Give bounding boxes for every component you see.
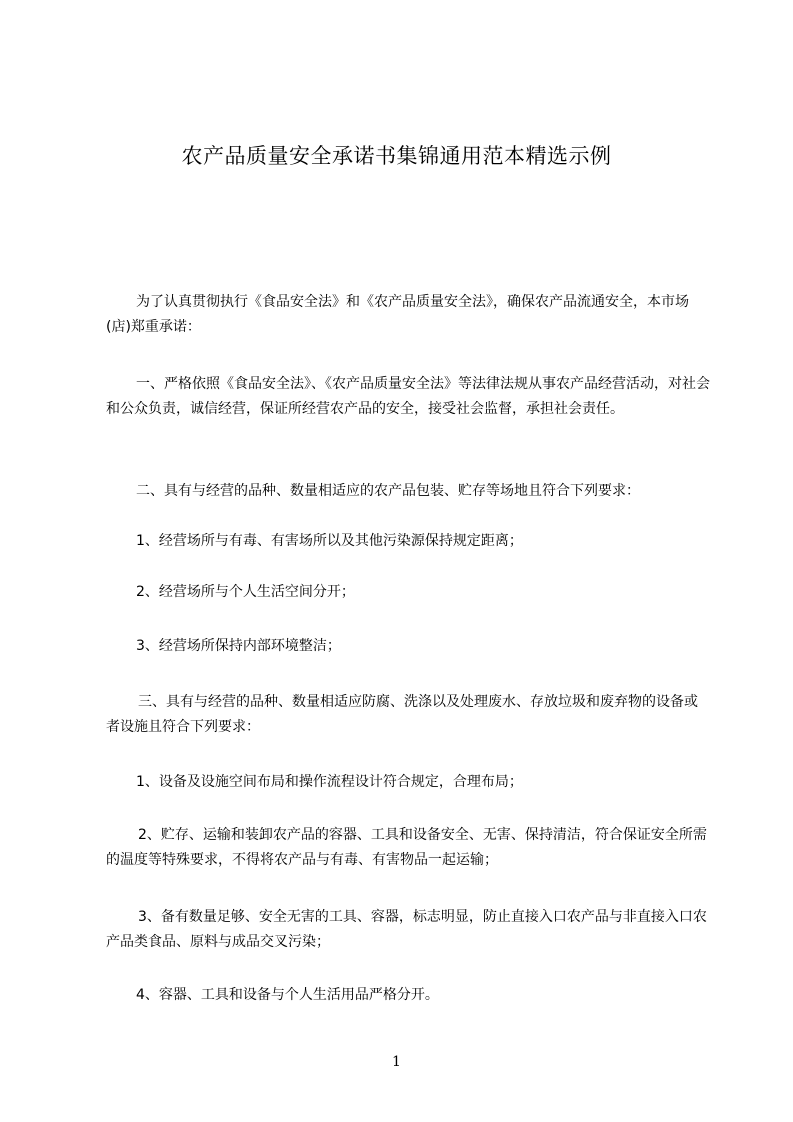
clause-2-item-3: 3、经营场所保持内部环境整洁； — [136, 638, 341, 654]
intro-paragraph: 为了认真贯彻执行《食品安全法》和《农产品质量安全法》，确保农产品流通安全，本市场(店)郑重承诺： — [106, 294, 689, 335]
clause-3-item-4: 4、容器、工具和设备与个人生活用品严格分开。 — [136, 987, 439, 1003]
clause-2-item-2: 2、经营场所与个人生活空间分开； — [136, 584, 355, 600]
clause-3: 三、具有与经营的品种、数量相适应防腐、洗涤以及处理废水、存放垃圾和废弃物的设备或者设施且符合下列要求： — [106, 694, 698, 735]
clause-2-item-1: 1、经营场所与有毒、有害场所以及其他污染源保持规定距离； — [136, 533, 523, 549]
page-number: 1 — [392, 1054, 401, 1070]
clause-3-item-1: 1、设备及设施空间布局和操作流程设计符合规定，合理布局； — [136, 774, 523, 790]
clause-3-item-3: 3、备有数量足够、安全无害的工具、容器，标志明显，防止直接入口农产品与非直接入口农产品类食品、原料与成品交叉污染； — [106, 909, 707, 950]
document-title: 农产品质量安全承诺书集锦通用范本精选示例 — [181, 144, 612, 168]
clause-2: 二、具有与经营的品种、数量相适应的农产品包装、贮存等场地且符合下列要求： — [136, 483, 640, 499]
clause-3-item-2: 2、贮存、运输和装卸农产品的容器、工具和设备安全、无害、保持清洁，符合保证安全所需的温度等特殊要求，不得将农产品与有毒、有害物品一起运输； — [106, 827, 707, 868]
clause-1: 一、严格依照《食品安全法》、《农产品质量安全法》等法律法规从事农产品经营活动，对社会和公众负责，诚信经营，保证所经营农产品的安全，接受社会监督，承担社会责任。 — [106, 376, 710, 417]
